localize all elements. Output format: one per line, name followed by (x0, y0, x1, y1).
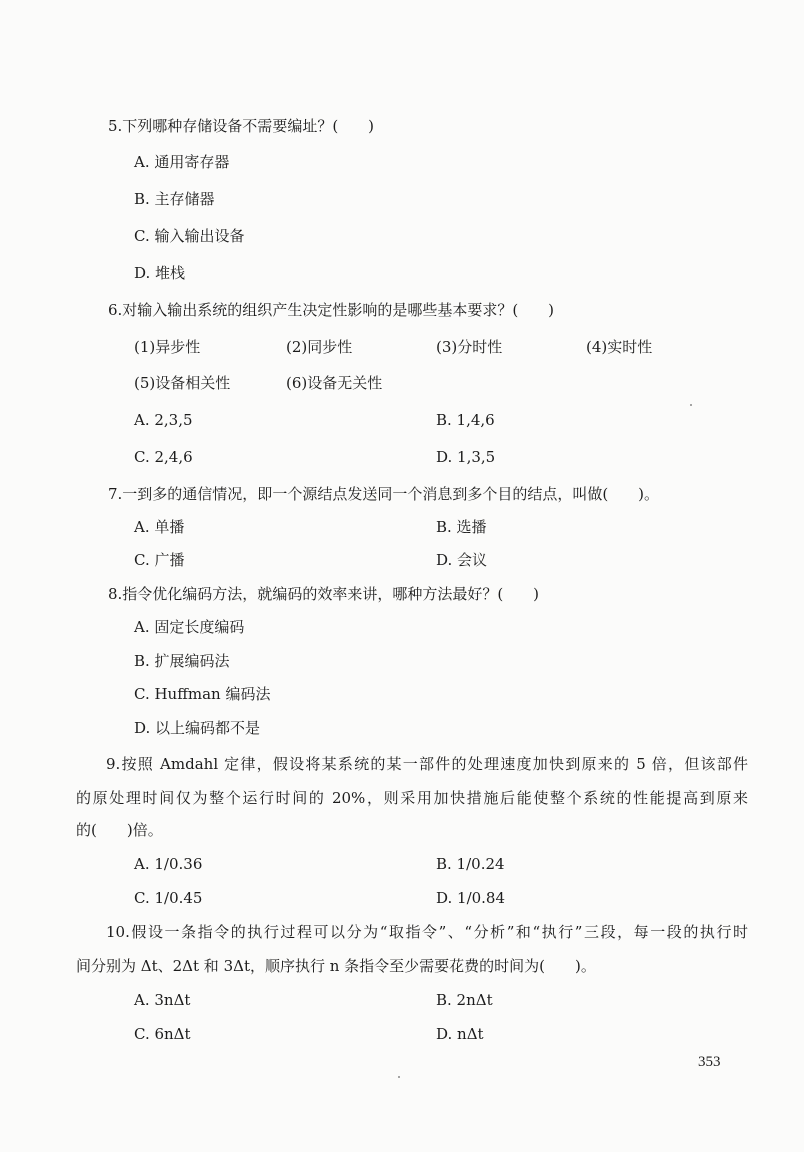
question-6-item-2: (2)同步性 (286, 338, 353, 356)
question-6-option-a: A. 2,3,5 (134, 411, 193, 429)
question-6-item-5: (5)设备相关性 (134, 374, 231, 392)
question-10-stem-line-1: 10.假设一条指令的执行过程可以分为“取指令”、“分析”和“执行”三段，每一段的执行时 (106, 923, 748, 941)
question-7-option-a: A. 单播 (134, 518, 185, 536)
question-10-option-c: C. 6nΔt (134, 1025, 191, 1043)
question-8-option-b: B. 扩展编码法 (134, 652, 230, 670)
question-6-item-4: (4)实时性 (586, 338, 653, 356)
question-9-stem-line-3: 的( )倍。 (76, 821, 163, 839)
question-10-option-d: D. nΔt (436, 1025, 484, 1043)
question-9-option-b: B. 1/0.24 (436, 855, 505, 873)
question-8-option-a: A. 固定长度编码 (134, 618, 245, 636)
question-10-option-b: B. 2nΔt (436, 991, 493, 1009)
question-9-option-d: D. 1/0.84 (436, 889, 506, 907)
question-7-stem: 7.一到多的通信情况，即一个源结点发送同一个消息到多个目的结点，叫做( )。 (108, 485, 660, 503)
question-6-item-3: (3)分时性 (436, 338, 503, 356)
question-7-option-d: D. 会议 (436, 551, 488, 569)
question-9-option-a: A. 1/0.36 (134, 855, 203, 873)
question-5-option-a: A. 通用寄存器 (134, 153, 230, 171)
question-7-option-c: C. 广播 (134, 551, 185, 569)
question-8-option-d: D. 以上编码都不是 (134, 719, 261, 737)
question-8-option-c: C. Huffman 编码法 (134, 685, 271, 703)
question-7-option-b: B. 选播 (436, 518, 487, 536)
question-5-option-b: B. 主存储器 (134, 190, 215, 208)
question-6-option-d: D. 1,3,5 (436, 448, 496, 466)
question-9-stem-line-1: 9.按照 Amdahl 定律，假设将某系统的某一部件的处理速度加快到原来的 5 倍，但该部件 (106, 755, 748, 773)
question-5-option-c: C. 输入输出设备 (134, 227, 245, 245)
question-6-option-c: C. 2,4,6 (134, 448, 193, 466)
question-10-option-a: A. 3nΔt (134, 991, 191, 1009)
question-10-stem-line-2: 间分别为 Δt、2Δt 和 3Δt，顺序执行 n 条指令至少需要花费的时间为( )。 (76, 957, 596, 975)
scan-speck (398, 1076, 400, 1078)
question-9-stem-line-2: 的原处理时间仅为整个运行时间的 20%，则采用加快措施后能使整个系统的性能提高到原来 (76, 789, 748, 807)
question-6-option-b: B. 1,4,6 (436, 411, 495, 429)
question-6-item-1: (1)异步性 (134, 338, 201, 356)
question-6-stem: 6.对输入输出系统的组织产生决定性影响的是哪些基本要求？( ) (108, 301, 555, 319)
page-number: 353 (698, 1054, 721, 1070)
scan-speck (690, 404, 692, 406)
question-6-item-6: (6)设备无关性 (286, 374, 383, 392)
question-8-stem: 8.指令优化编码方法，就编码的效率来讲，哪种方法最好？( ) (108, 585, 540, 603)
question-5-stem: 5.下列哪种存储设备不需要编址？( ) (108, 117, 375, 135)
question-5-option-d: D. 堆栈 (134, 264, 186, 282)
question-9-option-c: C. 1/0.45 (134, 889, 203, 907)
